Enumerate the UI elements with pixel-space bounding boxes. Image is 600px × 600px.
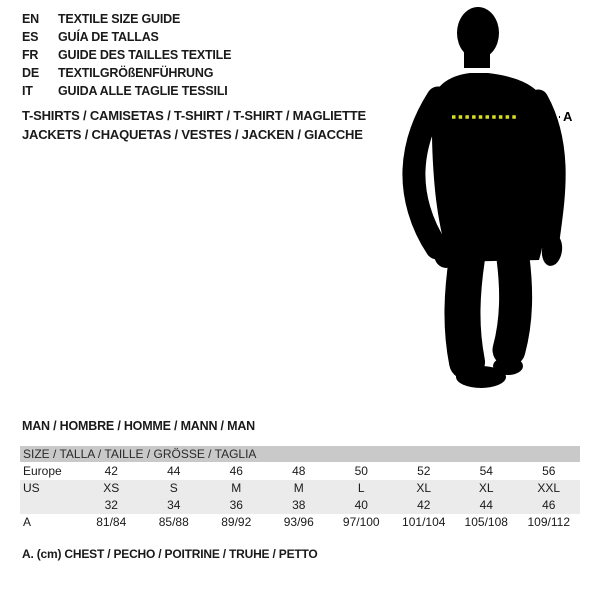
- row-label: Europe: [23, 464, 62, 478]
- table-cell: 48: [292, 464, 306, 478]
- language-row: [22, 10, 231, 28]
- table-cell: 44: [167, 464, 181, 478]
- table-row: [20, 480, 580, 497]
- man-figure: [400, 0, 600, 410]
- language-row: [22, 64, 231, 82]
- table-cell: 93/96: [283, 515, 314, 529]
- table-cell: 32: [104, 498, 118, 512]
- language-row: [22, 82, 231, 100]
- size-table-header: SIZE / TALLA / TAILLE / GRÖSSE / TAGLIA: [20, 446, 580, 463]
- table-cell: 89/92: [221, 515, 252, 529]
- row-label: A: [23, 515, 32, 529]
- table-cell: 42: [104, 464, 118, 478]
- table-cell: 46: [542, 498, 556, 512]
- table-row: [20, 463, 580, 480]
- table-cell: 109/112: [527, 515, 570, 529]
- language-label: GUÍA DE TALLAS: [58, 30, 159, 44]
- language-code: FR: [22, 48, 39, 62]
- language-label: TEXTILE SIZE GUIDE: [58, 12, 181, 26]
- table-cell: L: [357, 481, 365, 495]
- table-cell: S: [169, 481, 178, 495]
- language-code: ES: [22, 30, 39, 44]
- row-label: US: [23, 481, 40, 495]
- table-cell: 105/108: [464, 515, 508, 529]
- table-row: [20, 514, 580, 531]
- language-code: IT: [22, 84, 33, 98]
- table-cell: M: [231, 481, 242, 495]
- language-code: EN: [22, 12, 39, 26]
- row-label: [20, 497, 80, 514]
- language-list: [22, 10, 231, 100]
- language-label: GUIDE DES TAILLES TEXTILE: [58, 48, 232, 62]
- table-cell: 81/84: [96, 515, 127, 529]
- table-cell: XL: [416, 481, 432, 495]
- table-cell: 50: [354, 464, 368, 478]
- silhouette-shape: [414, 7, 564, 388]
- table-cell: 56: [542, 464, 556, 478]
- table-cell: XXL: [537, 481, 561, 495]
- category-line-jackets: JACKETS / CHAQUETAS / VESTES / JACKEN / GIACCHE: [22, 127, 363, 142]
- language-row: [22, 46, 231, 64]
- size-table: [20, 446, 580, 531]
- size-table-body: [20, 463, 580, 531]
- table-cell: 52: [417, 464, 431, 478]
- section-title-man: MAN / HOMBRE / HOMME / MANN / MAN: [22, 419, 255, 433]
- table-cell: 97/100: [342, 515, 380, 529]
- table-cell: M: [293, 481, 304, 495]
- language-row: [22, 28, 231, 46]
- language-label: TEXTILGRÖßENFÜHRUNG: [58, 66, 214, 80]
- table-cell: 46: [229, 464, 243, 478]
- table-cell: 40: [354, 498, 368, 512]
- language-label: GUIDA ALLE TAGLIE TESSILI: [58, 84, 228, 98]
- measure-label-a: A: [563, 109, 573, 124]
- table-cell: 54: [479, 464, 493, 478]
- table-cell: 34: [167, 498, 181, 512]
- table-row: [20, 497, 580, 514]
- table-cell: 38: [292, 498, 306, 512]
- category-line-tshirts: T-SHIRTS / CAMISETAS / T-SHIRT / T-SHIRT / MAGLIETTE: [22, 108, 366, 123]
- measurement-footnote: A. (cm) CHEST / PECHO / POITRINE / TRUHE / PETTO: [22, 547, 318, 561]
- man-silhouette-svg: [400, 0, 600, 410]
- table-cell: 85/88: [158, 515, 189, 529]
- table-cell: 36: [229, 498, 243, 512]
- language-code: DE: [22, 66, 39, 80]
- table-cell: 101/104: [402, 515, 446, 529]
- table-cell: XL: [478, 481, 494, 495]
- table-cell: XS: [103, 481, 120, 495]
- table-cell: 42: [417, 498, 431, 512]
- category-lines: [22, 106, 366, 144]
- table-cell: 44: [479, 498, 493, 512]
